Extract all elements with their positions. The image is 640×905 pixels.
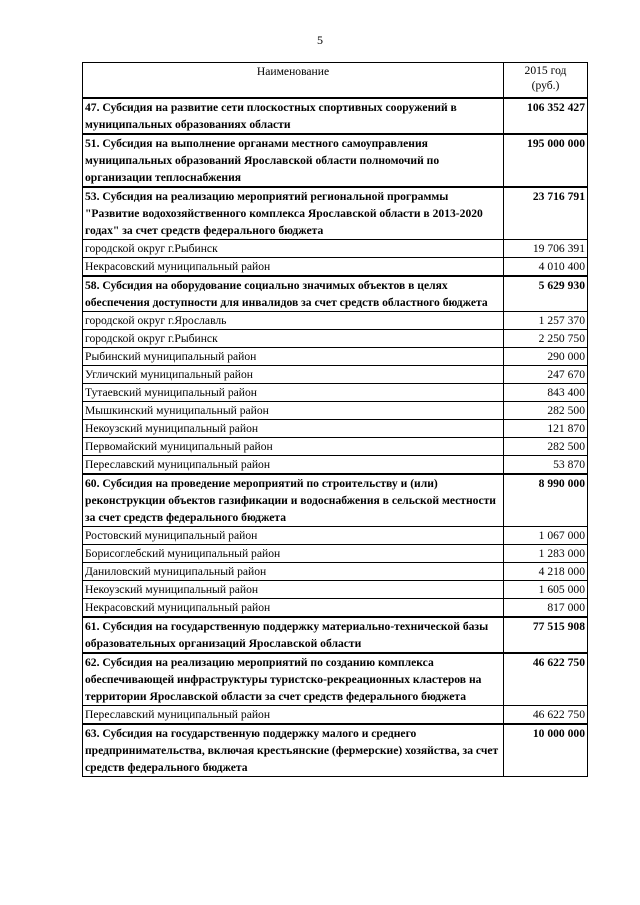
section-row [83,276,588,312]
municipality-amount: 4 218 000 [504,563,588,581]
page-number: 5 [317,33,323,47]
table-row [83,258,588,277]
municipality-amount: 46 622 750 [504,706,588,725]
municipality-amount: 247 670 [504,366,588,384]
table-row [83,420,588,438]
table-body [83,98,588,777]
municipality-amount: 290 000 [504,348,588,366]
table-row [83,366,588,384]
section-row [83,724,588,777]
municipality-amount: 817 000 [504,599,588,618]
section-title: 62. Субсидия на реализацию мероприятий по созданию комплекса обеспечивающей инфраструктуры туристско-рекреационных кластеров на территории Ярославской области за счет средств федерального бюджета [83,653,504,706]
section-amount: 23 716 791 [504,187,588,240]
header-amount-column [504,63,588,99]
table-row [83,348,588,366]
section-row [83,134,588,187]
table-row [83,402,588,420]
table-row [83,545,588,563]
municipality-name: городской округ г.Рыбинск [83,240,504,258]
municipality-name: Некрасовский муниципальный район [83,599,504,618]
section-row [83,474,588,527]
section-title: 53. Субсидия на реализацию мероприятий региональной программы "Развитие водохозяйственного комплекса Ярославской области в 2013-2020 годах" за счет средств федерального бюджета [83,187,504,240]
section-amount: 8 990 000 [504,474,588,527]
section-title: 61. Субсидия на государственную поддержку материально-технической базы образовательных организаций Ярославской области [83,617,504,653]
municipality-name: Некоузский муниципальный район [83,581,504,599]
municipality-name: Угличский муниципальный район [83,366,504,384]
section-title: 47. Субсидия на развитие сети плоскостных спортивных сооружений в муниципальных образованиях области [83,98,504,134]
table-row [83,330,588,348]
section-row [83,653,588,706]
municipality-name: Первомайский муниципальный район [83,438,504,456]
table-row [83,563,588,581]
budget-table [82,62,588,777]
section-amount: 106 352 427 [504,98,588,134]
section-amount: 195 000 000 [504,134,588,187]
table-row [83,312,588,330]
section-title: 60. Субсидия на проведение мероприятий по строительству и (или) реконструкции объектов газификации и водоснабжения в сельской местности за счет средств федерального бюджета [83,474,504,527]
municipality-name: Переславский муниципальный район [83,456,504,475]
table-row [83,527,588,545]
municipality-amount: 2 250 750 [504,330,588,348]
table-row [83,438,588,456]
section-row [83,98,588,134]
municipality-amount: 282 500 [504,402,588,420]
table-row [83,456,588,475]
section-title: 58. Субсидия на оборудование социально значимых объектов в целях обеспечения доступности для инвалидов за счет средств областного бюджета [83,276,504,312]
section-amount: 46 622 750 [504,653,588,706]
municipality-amount: 53 870 [504,456,588,475]
header-name-column: Наименование [83,63,504,99]
municipality-name: Борисоглебский муниципальный район [83,545,504,563]
municipality-amount: 843 400 [504,384,588,402]
municipality-amount: 1 067 000 [504,527,588,545]
municipality-name: Некоузский муниципальный район [83,420,504,438]
municipality-amount: 1 283 000 [504,545,588,563]
municipality-name: Рыбинский муниципальный район [83,348,504,366]
municipality-name: Переславский муниципальный район [83,706,504,725]
header-amount-unit: (руб.) [531,79,560,92]
municipality-name: Мышкинский муниципальный район [83,402,504,420]
municipality-amount: 19 706 391 [504,240,588,258]
table-row [83,706,588,725]
municipality-name: городской округ г.Ярославль [83,312,504,330]
municipality-name: Ростовский муниципальный район [83,527,504,545]
section-title: 63. Субсидия на государственную поддержку малого и среднего предпринимательства, включая крестьянские (фермерские) хозяйства, за счет средств федерального бюджета [83,724,504,777]
section-row [83,187,588,240]
municipality-amount: 4 010 400 [504,258,588,277]
municipality-amount: 282 500 [504,438,588,456]
table-header-row [83,63,588,99]
municipality-name: Тутаевский муниципальный район [83,384,504,402]
table-row [83,599,588,618]
municipality-name: Даниловский муниципальный район [83,563,504,581]
section-amount: 5 629 930 [504,276,588,312]
municipality-amount: 121 870 [504,420,588,438]
header-amount-year: 2015 год [524,64,567,77]
section-amount: 10 000 000 [504,724,588,777]
municipality-amount: 1 605 000 [504,581,588,599]
section-amount: 77 515 908 [504,617,588,653]
section-row [83,617,588,653]
section-title: 51. Субсидия на выполнение органами местного самоуправления муниципальных образований Ярославской области полномочий по организации теплоснабжения [83,134,504,187]
table-row [83,384,588,402]
table-row [83,581,588,599]
municipality-name: Некрасовский муниципальный район [83,258,504,277]
table-row [83,240,588,258]
municipality-name: городской округ г.Рыбинск [83,330,504,348]
municipality-amount: 1 257 370 [504,312,588,330]
